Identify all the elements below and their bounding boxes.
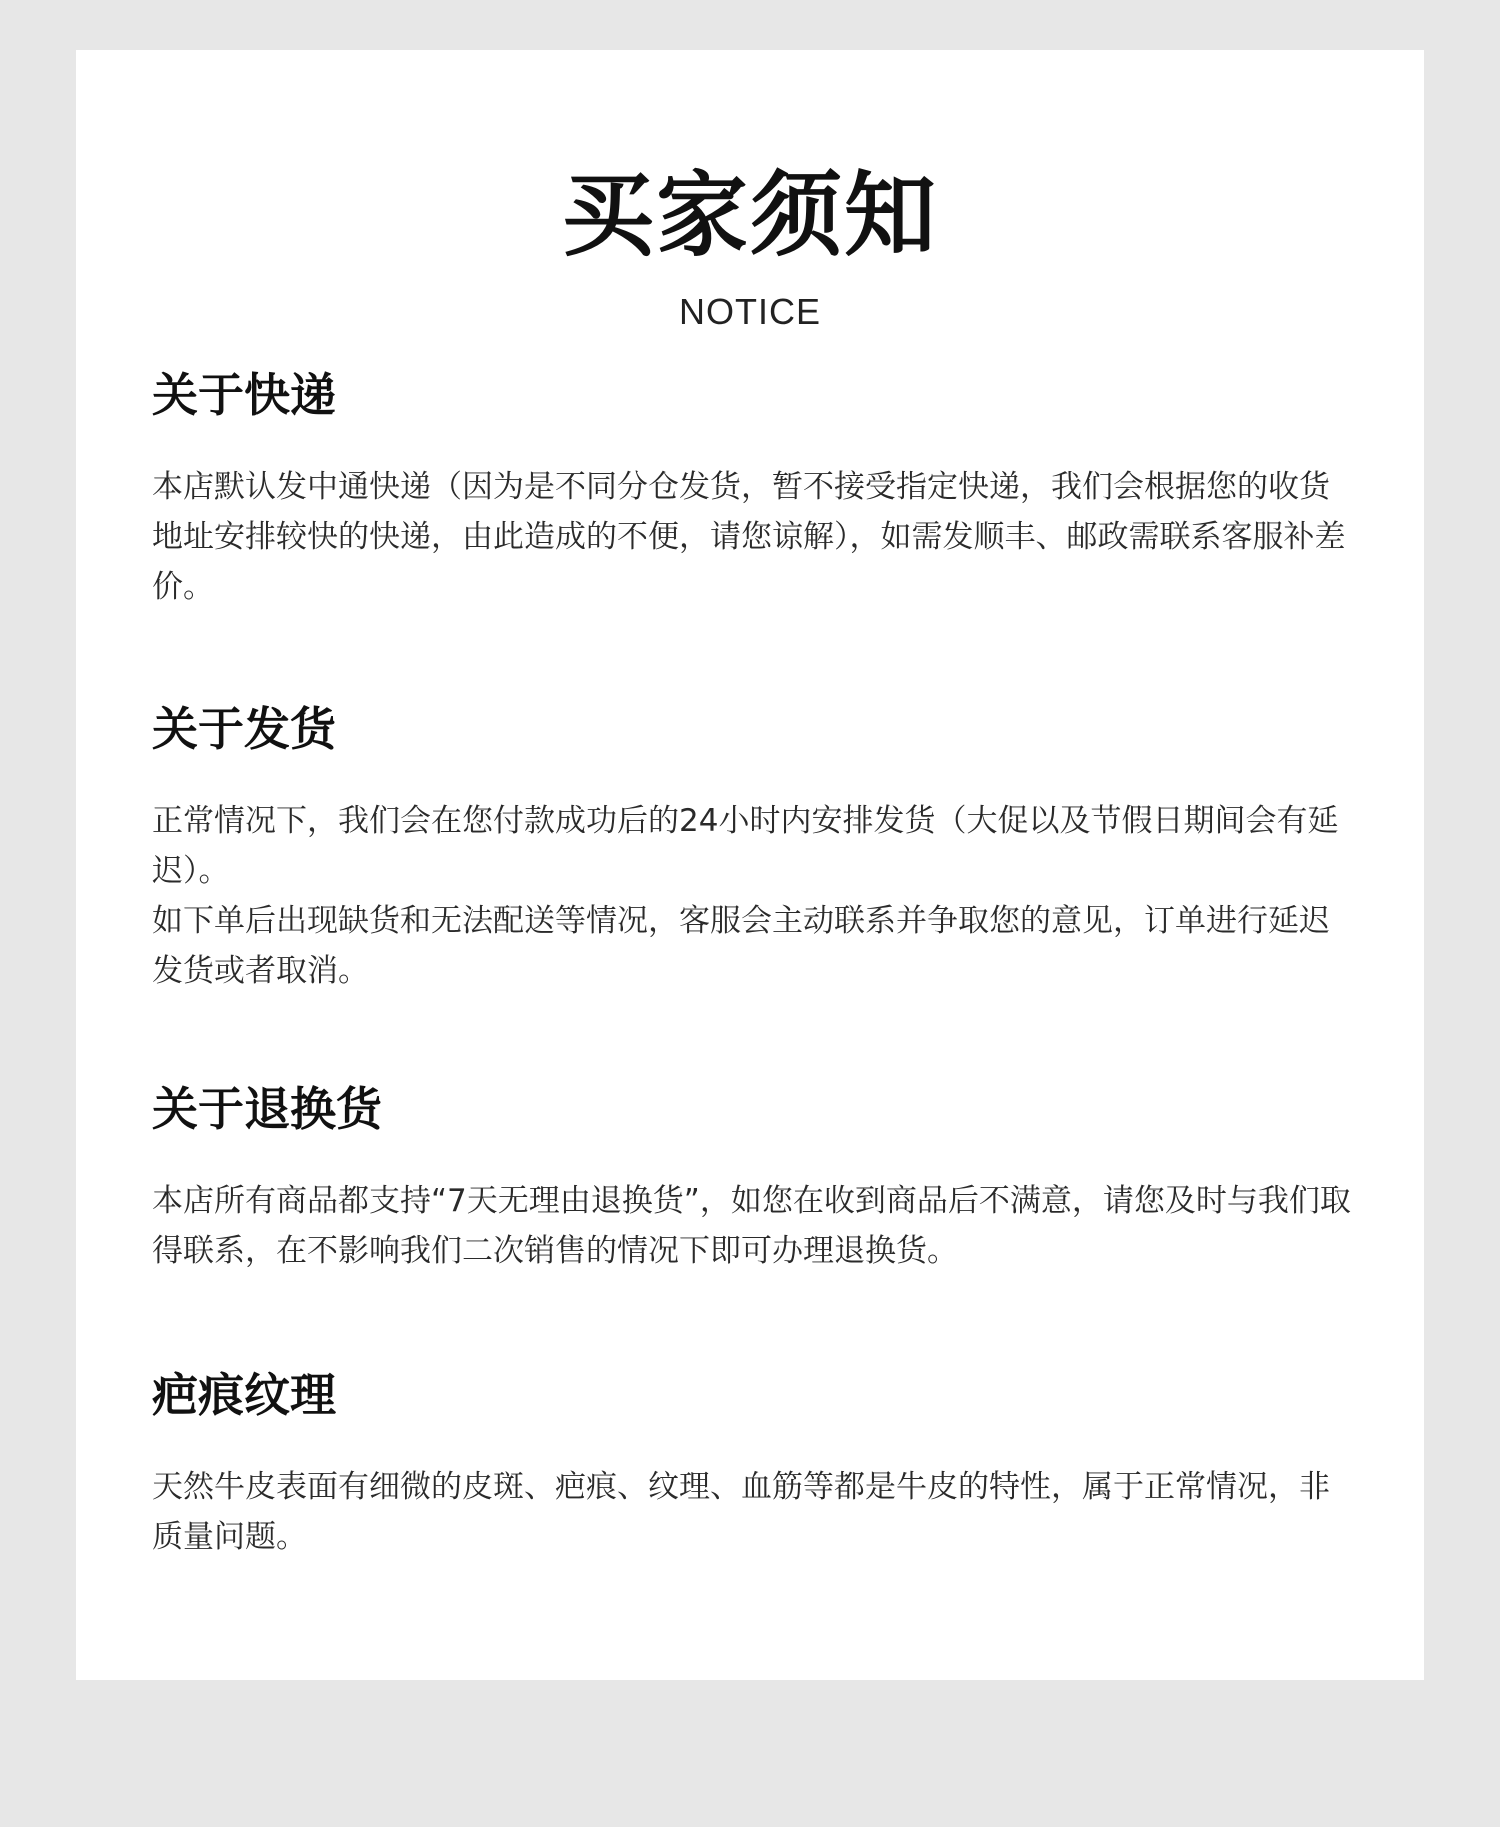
section-heading: 关于快递: [152, 368, 336, 422]
section-body: [152, 1176, 1352, 1276]
section-paragraph: 本店所有商品都支持“7天无理由退换货”，如您在收到商品后不满意，请您及时与我们取得联系，在不影响我们二次销售的情况下即可办理退换货。: [152, 1183, 1351, 1269]
section-body: [152, 462, 1352, 612]
section-paragraph: 本店默认发中通快递（因为是不同分仓发货，暂不接受指定快递，我们会根据您的收货地址安排较快的快递，由此造成的不便，请您谅解），如需发顺丰、邮政需联系客服补差价。: [152, 469, 1346, 605]
section-body: [152, 796, 1352, 996]
section-heading: 关于发货: [152, 702, 336, 756]
section-heading: 关于退换货: [152, 1082, 382, 1136]
section-heading: 疤痕纹理: [152, 1368, 336, 1422]
section-paragraph: 天然牛皮表面有细微的皮斑、疤痕、纹理、血筋等都是牛皮的特性，属于正常情况，非质量问题。: [152, 1469, 1330, 1555]
section-shipping-courier: [152, 368, 1352, 612]
page-title: 买家须知: [561, 162, 938, 269]
section-returns: [152, 1082, 1352, 1276]
page-subtitle: NOTICE: [678, 291, 821, 332]
section-dispatch: [152, 702, 1352, 996]
section-body: [152, 1462, 1352, 1562]
notice-card: [76, 50, 1424, 1680]
section-paragraph: 正常情况下，我们会在您付款成功后的24小时内安排发货（大促以及节假日期间会有延迟）。: [152, 803, 1339, 889]
section-paragraph: 如下单后出现缺货和无法配送等情况，客服会主动联系并争取您的意见，订单进行延迟发货或者取消。: [152, 903, 1330, 989]
section-leather-texture: [152, 1368, 1352, 1562]
